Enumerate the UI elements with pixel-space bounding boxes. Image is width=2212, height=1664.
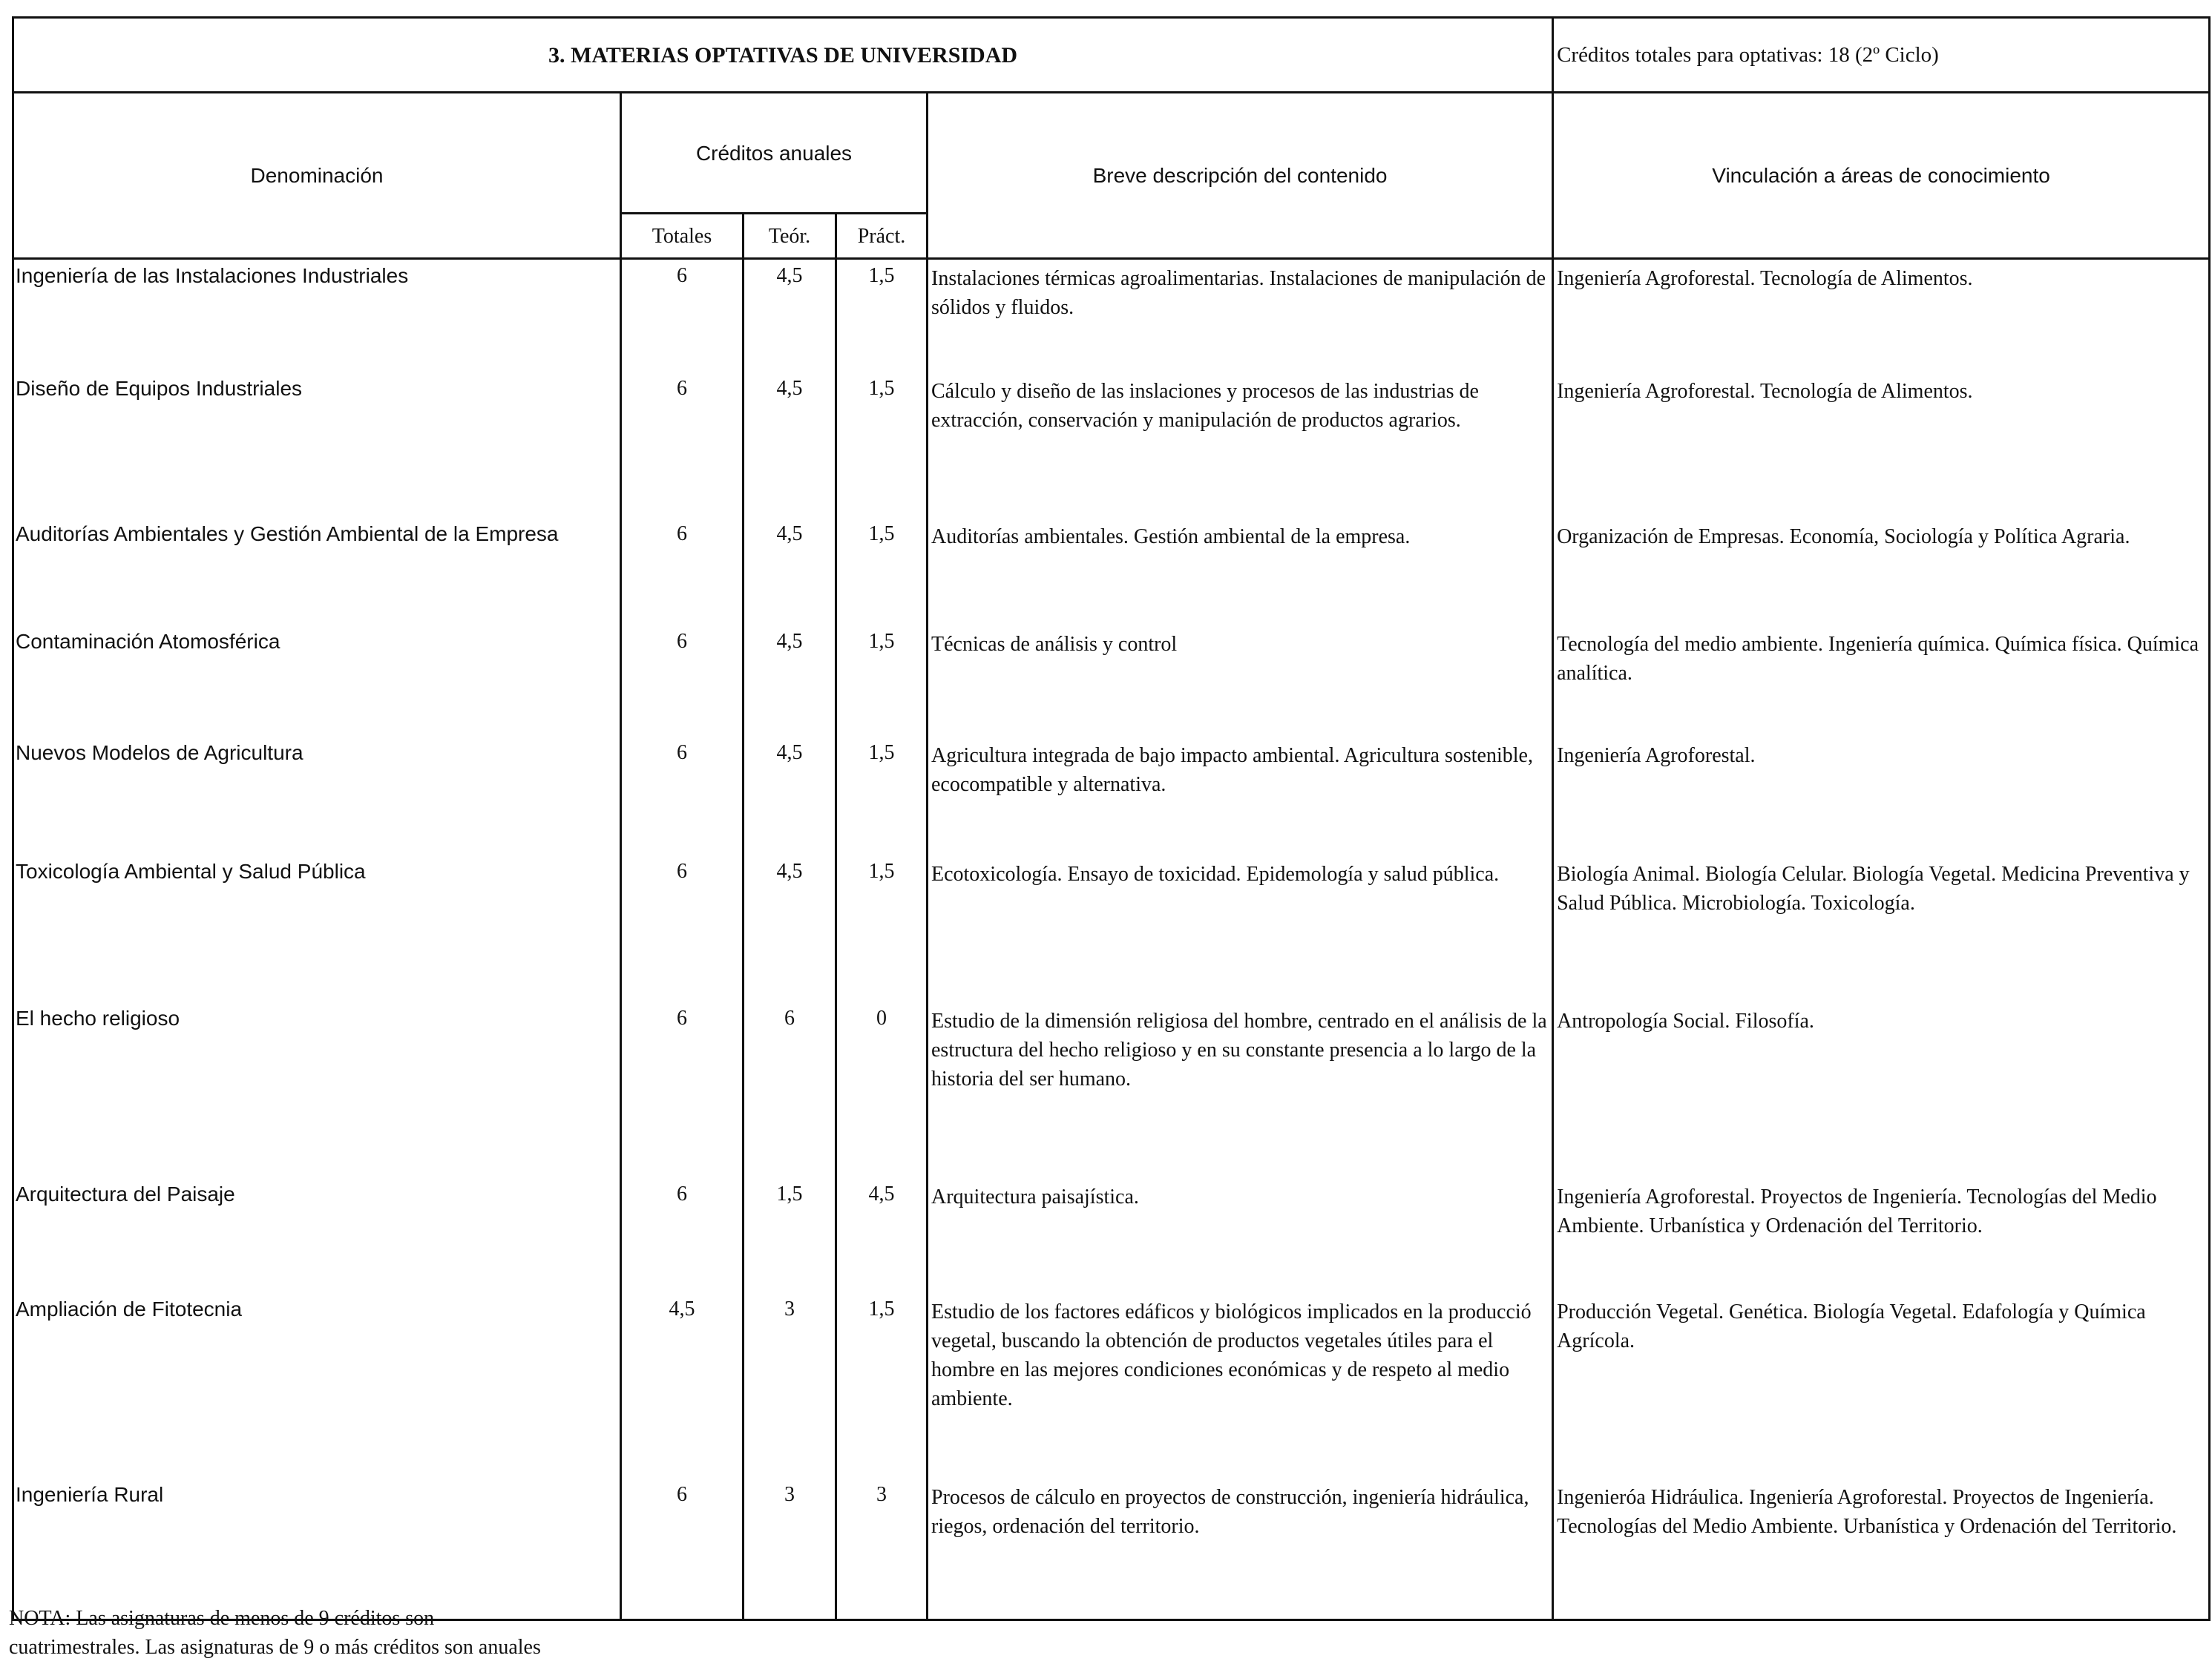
table-row: [13, 518, 2210, 625]
credits-teor: 4,5: [744, 625, 836, 737]
credits-teor: 6: [744, 1002, 836, 1178]
credits-teor: 3: [744, 1479, 836, 1620]
knowledge-areas: Ingeniería Agroforestal. Proyectos de Ingeniería. Tecnologías del Medio Ambiente. Urbanística y Ordenación del Territorio.: [1553, 1178, 2210, 1293]
subject-name: Ingeniería Rural: [13, 1479, 621, 1620]
content-description: Técnicas de análisis y control: [928, 625, 1553, 737]
table-row: [13, 1002, 2210, 1178]
subject-name: Auditorías Ambientales y Gestión Ambiental de la Empresa: [13, 518, 621, 625]
subject-name: Contaminación Atomosférica: [13, 625, 621, 737]
knowledge-areas: Biología Animal. Biología Celular. Biología Vegetal. Medicina Preventiva y Salud Pública. Microbiología. Toxicología.: [1553, 855, 2210, 1002]
knowledge-areas: Ingeniería Agroforestal. Tecnología de Alimentos.: [1553, 259, 2210, 372]
content-description: Ecotoxicología. Ensayo de toxicidad. Epidemología y salud pública.: [928, 855, 1553, 1002]
header-totales: Totales: [621, 214, 744, 259]
knowledge-areas: Ingeniería Agroforestal.: [1553, 737, 2210, 855]
section-title: 3. MATERIAS OPTATIVAS DE UNIVERSIDAD: [13, 18, 1553, 93]
knowledge-areas: Organización de Empresas. Economía, Sociología y Política Agraria.: [1553, 518, 2210, 625]
header-vinculacion: Vinculación a áreas de conocimiento: [1553, 93, 2210, 259]
credits-pract: 1,5: [836, 737, 928, 855]
header-creditos-anuales: Créditos anuales: [621, 93, 928, 214]
credits-totales: 6: [621, 1479, 744, 1620]
credits-pract: 1,5: [836, 372, 928, 518]
credits-pract: 0: [836, 1002, 928, 1178]
knowledge-areas: Ingenieróa Hidráulica. Ingeniería Agroforestal. Proyectos de Ingeniería. Tecnologías del Medio Ambiente. Urbanística y Ordenación del Territorio.: [1553, 1479, 2210, 1620]
credits-totales: 6: [621, 625, 744, 737]
footnote-line: cuatrimestrales. Las asignaturas de 9 o más créditos son anuales: [9, 1636, 541, 1659]
credits-pract: 1,5: [836, 855, 928, 1002]
table-row: [13, 855, 2210, 1002]
subject-name: Arquitectura del Paisaje: [13, 1178, 621, 1293]
subject-name: Nuevos Modelos de Agricultura: [13, 737, 621, 855]
title-row: [13, 18, 2210, 93]
credits-totales: 6: [621, 1002, 744, 1178]
subject-name: El hecho religioso: [13, 1002, 621, 1178]
credits-totales: 6: [621, 855, 744, 1002]
credits-teor: 4,5: [744, 259, 836, 372]
content-description: Instalaciones térmicas agroalimentarias. Instalaciones de manipulación de sólidos y fluidos.: [928, 259, 1553, 372]
content-description: Procesos de cálculo en proyectos de construcción, ingeniería hidráulica, riegos, ordenación del territorio.: [928, 1479, 1553, 1620]
credits-teor: 4,5: [744, 372, 836, 518]
table-row: [13, 1293, 2210, 1479]
content-description: Agricultura integrada de bajo impacto ambiental. Agricultura sostenible, ecocompatible y alternativa.: [928, 737, 1553, 855]
header-teor: Teór.: [744, 214, 836, 259]
subject-name: Diseño de Equipos Industriales: [13, 372, 621, 518]
subject-name: Toxicología Ambiental y Salud Pública: [13, 855, 621, 1002]
content-description: Arquitectura paisajística.: [928, 1178, 1553, 1293]
credits-teor: 1,5: [744, 1178, 836, 1293]
table-row: [13, 259, 2210, 372]
credits-totales: 6: [621, 737, 744, 855]
subject-name: Ampliación de Fitotecnia: [13, 1293, 621, 1479]
table-row: [13, 737, 2210, 855]
table-row: [13, 372, 2210, 518]
credits-pract: 1,5: [836, 625, 928, 737]
footnote: [9, 1604, 677, 1662]
content-description: Estudio de la dimensión religiosa del hombre, centrado en el análisis de la estructura del hecho religioso y en su constante presencia a lo largo de la historia del ser humano.: [928, 1002, 1553, 1178]
header-descripcion: Breve descripción del contenido: [928, 93, 1553, 259]
credits-totales: 4,5: [621, 1293, 744, 1479]
credits-totales: 6: [621, 372, 744, 518]
optional-subjects-table: [12, 16, 2211, 1621]
credits-pract: 1,5: [836, 259, 928, 372]
knowledge-areas: Antropología Social. Filosofía.: [1553, 1002, 2210, 1178]
credits-total: Créditos totales para optativas: 18 (2º Ciclo): [1553, 18, 2210, 93]
credits-teor: 4,5: [744, 737, 836, 855]
credits-pract: 1,5: [836, 1293, 928, 1479]
credits-totales: 6: [621, 1178, 744, 1293]
document-page: [12, 16, 2208, 1621]
content-description: Cálculo y diseño de las inslaciones y procesos de las industrias de extracción, conservación y manipulación de productos agrarios.: [928, 372, 1553, 518]
table-row: [13, 1479, 2210, 1620]
credits-pract: 3: [836, 1479, 928, 1620]
header-pract: Práct.: [836, 214, 928, 259]
footnote-line: NOTA: Las asignaturas de menos de 9 créditos son: [9, 1607, 435, 1630]
knowledge-areas: Ingeniería Agroforestal. Tecnología de Alimentos.: [1553, 372, 2210, 518]
header-row: [13, 93, 2210, 214]
knowledge-areas: Tecnología del medio ambiente. Ingeniería química. Química física. Química analítica.: [1553, 625, 2210, 737]
credits-totales: 6: [621, 259, 744, 372]
content-description: Auditorías ambientales. Gestión ambiental de la empresa.: [928, 518, 1553, 625]
credits-teor: 4,5: [744, 855, 836, 1002]
credits-pract: 4,5: [836, 1178, 928, 1293]
table-row: [13, 625, 2210, 737]
credits-teor: 4,5: [744, 518, 836, 625]
subject-name: Ingeniería de las Instalaciones Industriales: [13, 259, 621, 372]
knowledge-areas: Producción Vegetal. Genética. Biología Vegetal. Edafología y Química Agrícola.: [1553, 1293, 2210, 1479]
table-row: [13, 1178, 2210, 1293]
credits-totales: 6: [621, 518, 744, 625]
credits-pract: 1,5: [836, 518, 928, 625]
content-description: Estudio de los factores edáficos y biológicos implicados en la producció vegetal, buscando la obtención de productos vegetales útiles para el hombre en las mejores condiciones económicas y de respeto al medio ambiente.: [928, 1293, 1553, 1479]
header-denominacion: Denominación: [13, 93, 621, 259]
credits-teor: 3: [744, 1293, 836, 1479]
